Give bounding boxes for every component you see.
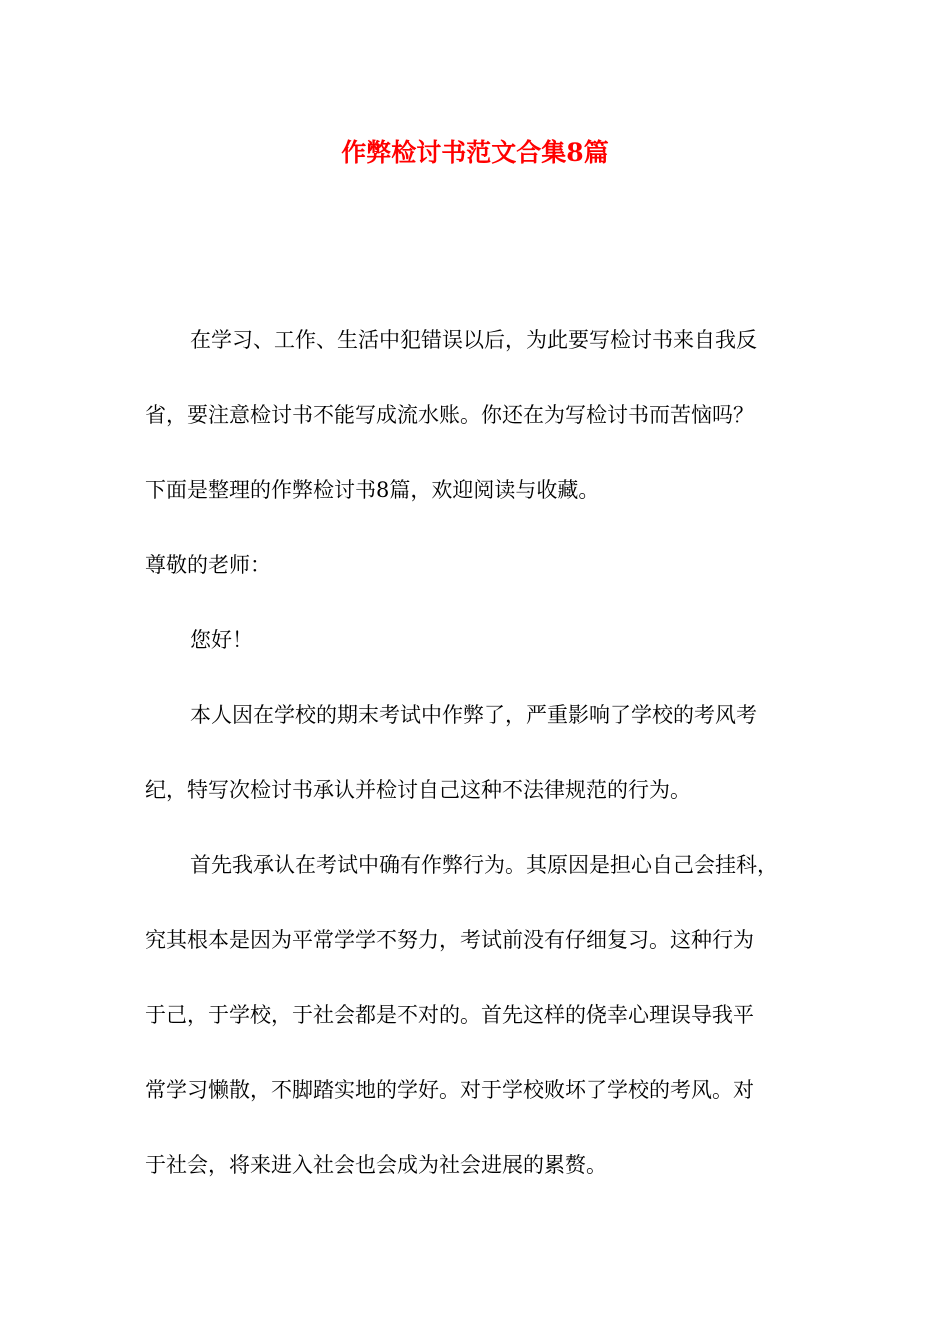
salutation-line: 尊敬的老师： <box>145 553 271 577</box>
body-line-10: 于己，于学校，于社会都是不对的。首先这样的侥幸心理误导我平 <box>145 1003 754 1027</box>
body-line-2: 省，要注意检讨书不能写成流水账。你还在为写检讨书而苦恼吗？ <box>145 403 754 427</box>
body-line-9: 究其根本是因为平常学学不努力，考试前没有仔细复习。这种行为 <box>145 928 754 952</box>
greeting-line: 您好！ <box>190 628 253 652</box>
body-line-12: 于社会，将来进入社会也会成为社会进展的累赘。 <box>145 1153 607 1177</box>
body-line-8: 首先我承认在考试中确有作弊行为。其原因是担心自己会挂科， <box>190 853 778 877</box>
body-line-3: 下面是整理的作弊检讨书8篇，欢迎阅读与收藏。 <box>145 478 600 502</box>
body-line-7: 纪，特写次检讨书承认并检讨自己这种不法律规范的行为。 <box>145 778 691 802</box>
body-line-6: 本人因在学校的期末考试中作弊了，严重影响了学校的考风考 <box>190 703 757 727</box>
document-title: 作弊检讨书范文合集8篇 <box>341 138 609 167</box>
body-line-1: 在学习、工作、生活中犯错误以后，为此要写检讨书来自我反 <box>190 328 757 352</box>
body-line-11: 常学习懒散，不脚踏实地的学好。对于学校败坏了学校的考风。对 <box>145 1078 754 1102</box>
